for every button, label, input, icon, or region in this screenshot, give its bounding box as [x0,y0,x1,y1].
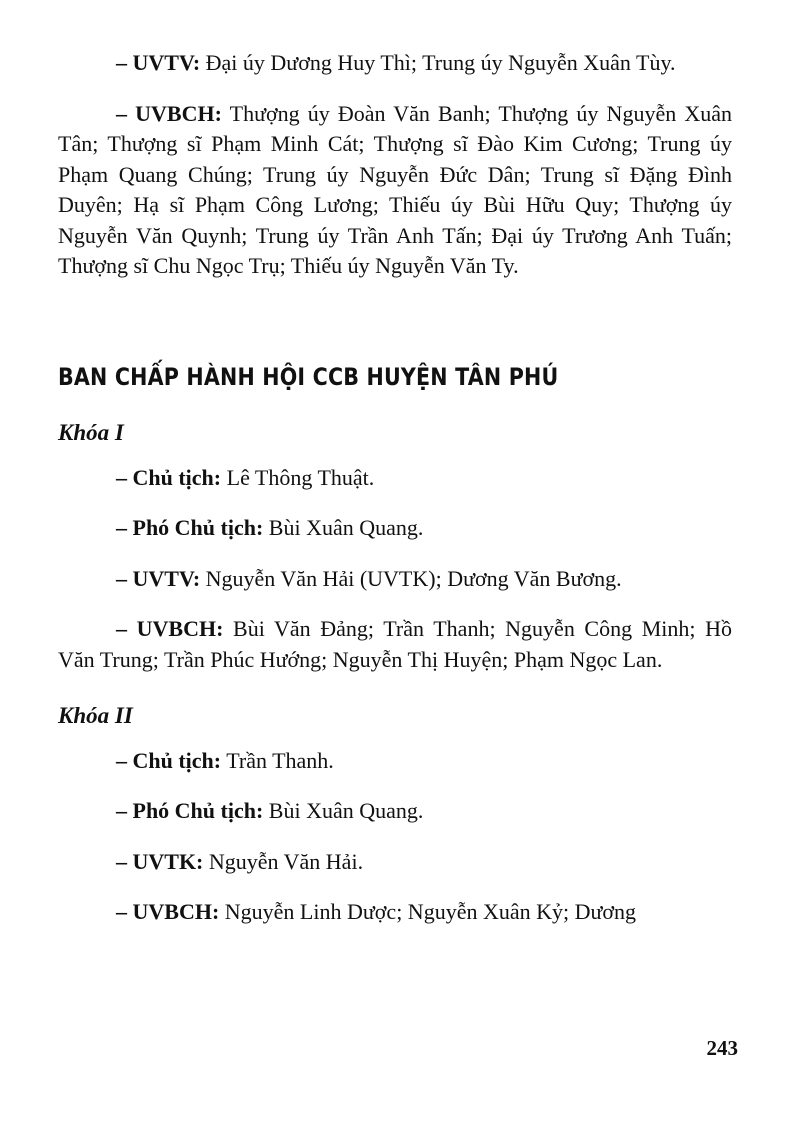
dash: – [116,616,137,641]
member-names: Nguyễn Văn Hải (UVTK); Dương Văn Bương. [200,565,622,591]
page-number: 243 [706,1036,738,1060]
dash: – [116,515,133,540]
dash: – [116,899,133,924]
term-title-2: Khóa II [58,703,133,728]
member-names: Bùi Xuân Quang. [263,515,424,540]
term2-uvbch [58,897,732,928]
member-names: Bùi Xuân Quang. [263,798,424,823]
term1-uvbch [58,614,732,675]
prev-uvbch-paragraph [58,99,732,282]
term2-vice-chairman [58,796,732,827]
role-label: UVBCH: [135,100,222,126]
member-names: Bùi Văn Đảng; Trần Thanh; Nguyễn Công Minh; Hồ Văn Trung; Trần Phúc Hướng; Nguyễn Thị Huyện; Phạm Ngọc Lan. [58,616,733,672]
role-label: UVTV: [132,565,201,591]
member-names: Đại úy Dương Huy Thì; Trung úy Nguyễn Xuân Tùy. [200,50,676,75]
term1-chairman [58,463,732,494]
role-label: UVBCH: [136,616,224,641]
term2-chairman [58,746,732,777]
role-label: Phó Chủ tịch: [132,798,264,823]
term2-uvtk [58,847,732,878]
role-label: Phó Chủ tịch: [132,515,264,540]
member-names: Lê Thông Thuật. [221,464,375,490]
prev-uvtv-paragraph [58,48,732,79]
dash: – [116,100,136,126]
role-label: Chủ tịch: [132,747,222,773]
member-names: Thượng úy Đoàn Văn Banh; Thượng úy Nguyễn Xuân Tân; Thượng sĩ Phạm Minh Cát; Thượng sĩ Đào Kim Cương; Trung úy Phạm Quang Chúng; Trung úy Nguyễn Đức Dân; Trung sĩ Đặng Đình Duyên; Hạ sĩ Phạm Công Lương; Thiếu úy Bùi Hữu Quy; Thượng úy Nguyễn Văn Quynh; Trung úy Trần Anh Tấn; Đại úy Trương Anh Tuấn; Thượng sĩ Chu Ngọc Trụ; Thiếu úy Nguyễn Văn Ty. [58,100,732,278]
term1-vice-chairman [58,513,732,544]
dash: – [116,798,133,823]
term-title-1: Khóa I [58,420,124,445]
member-names: Nguyễn Linh Dược; Nguyễn Xuân Kỷ; Dương [219,899,637,924]
member-names: Trần Thanh. [221,747,334,773]
term1-uvtv [58,564,732,595]
dash: – [116,464,133,490]
dash: – [116,747,133,773]
member-names: Nguyễn Văn Hải. [203,848,364,874]
dash: – [116,565,133,591]
role-label: UVBCH: [132,899,220,924]
dash: – [116,848,133,874]
dash: – [116,50,133,75]
role-label: Chủ tịch: [132,464,222,490]
role-label: UVTK: [132,848,204,874]
section-heading: BAN CHẤP HÀNH HỘI CCB HUYỆN TÂN PHÚ [58,362,559,391]
book-page [58,48,732,948]
role-label: UVTV: [132,50,201,75]
